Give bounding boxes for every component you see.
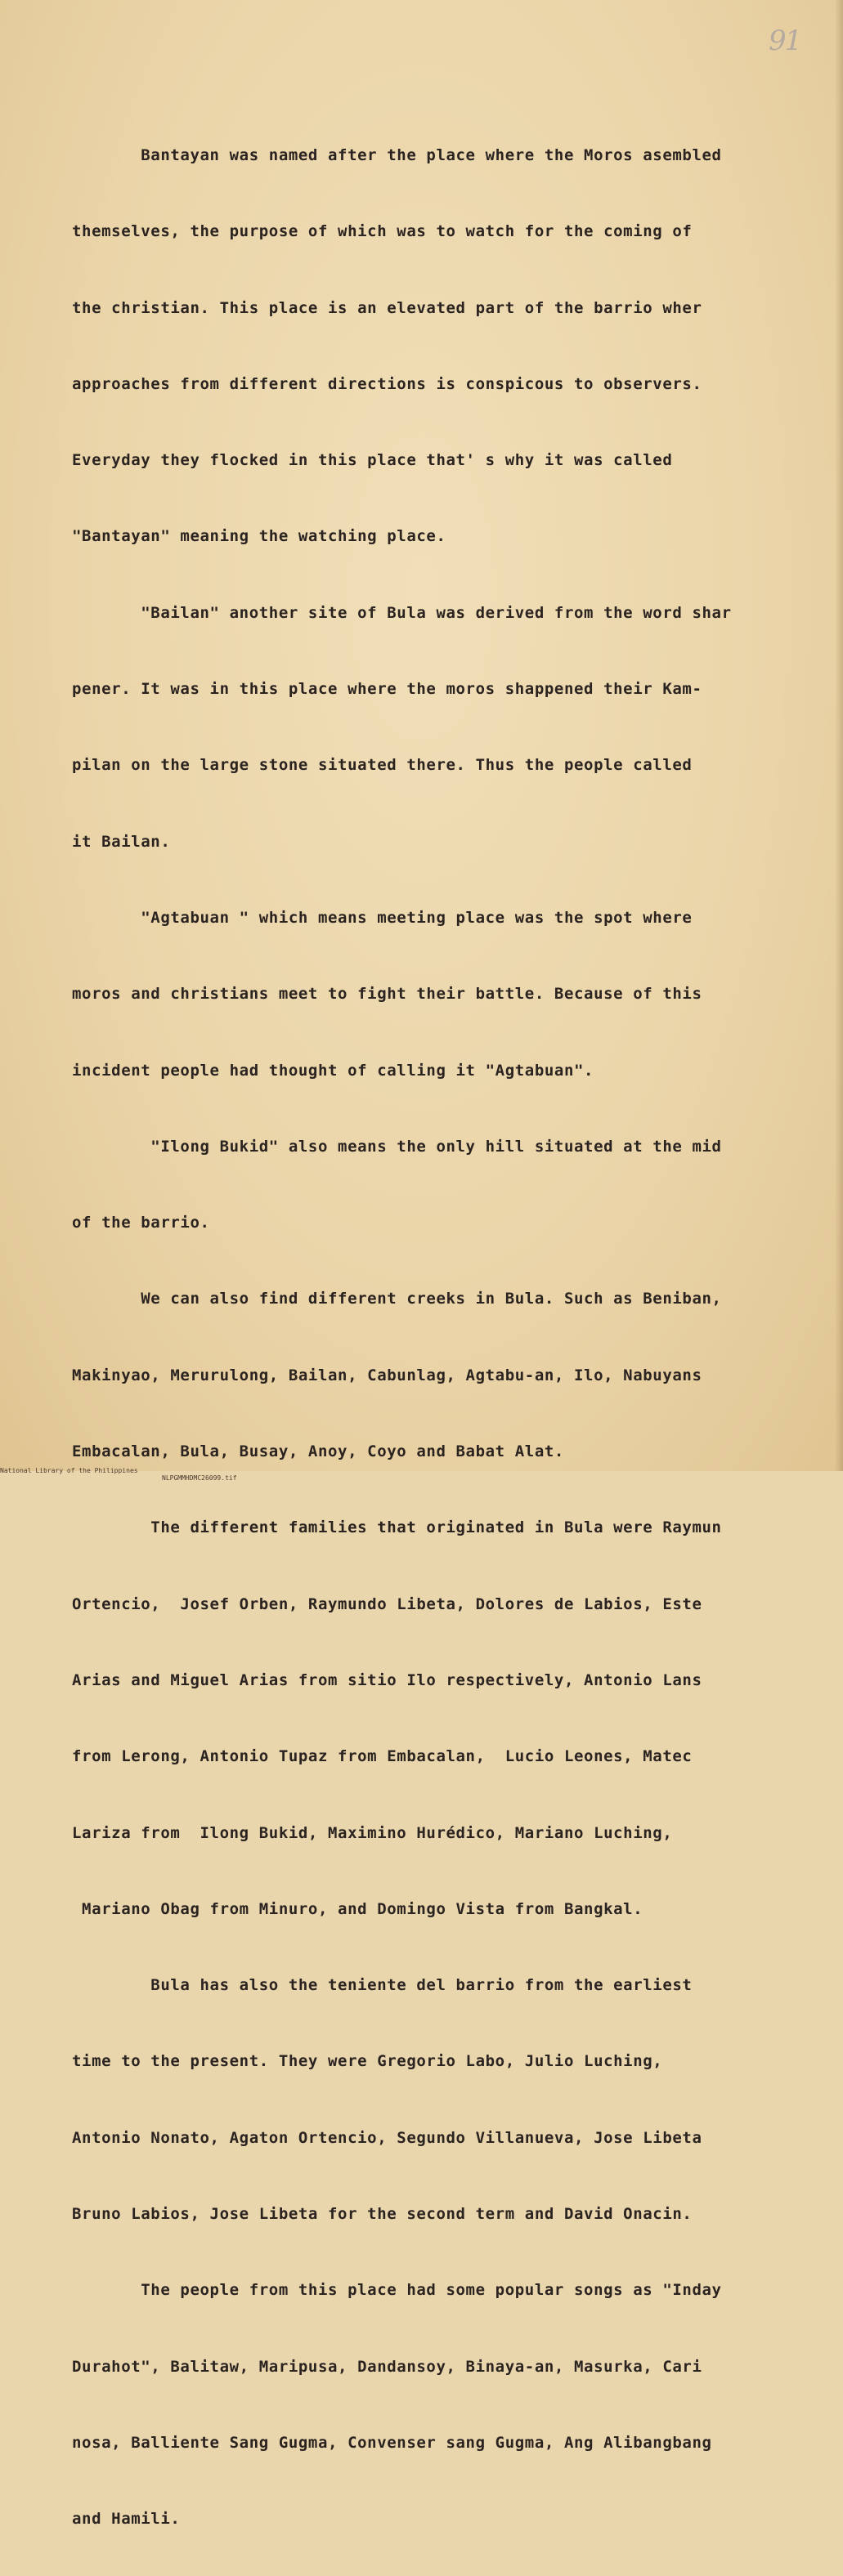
- text-line: time to the present. They were Gregorio Labo, Julio Luching,: [72, 2052, 663, 2071]
- text-line: "Agtabuan " which means meeting place was the spot where: [72, 908, 693, 927]
- text-line: Antonio Nonato, Agaton Ortencio, Segundo Villanueva, Jose Libeta: [72, 2128, 702, 2147]
- handwritten-page-number: 91: [769, 25, 801, 57]
- text-line: it Bailan.: [72, 832, 171, 851]
- text-line: pener. It was in this place where the moros shappened their Kam-: [72, 680, 702, 699]
- text-line: Bruno Labios, Jose Libeta for the second term and David Onacin.: [72, 2205, 693, 2224]
- text-line: Ortencio, Josef Orben, Raymundo Libeta, Dolores de Labios, Este: [72, 1594, 702, 1613]
- text-line: of the barrio.: [72, 1214, 210, 1232]
- text-line: "Bantayan" meaning the watching place.: [72, 527, 446, 546]
- text-line: Mariano Obag from Minuro, and Domingo Vista from Bangkal.: [72, 1899, 643, 1918]
- text-line: Arias and Miguel Arias from sitio Ilo respectively, Antonio Lans: [72, 1670, 702, 1689]
- text-line: Bantayan was named after the place where the Moros asembled: [72, 146, 722, 164]
- footer-filename: NLPGMMHDMC26099.tif: [162, 1474, 237, 1482]
- archive-footer: [0, 1460, 237, 1489]
- text-line: Lariza from Ilong Bukid, Maximino Hurédico, Mariano Luching,: [72, 1823, 673, 1842]
- text-line: themselves, the purpose of which was to watch for the coming of: [72, 222, 693, 241]
- text-line: nosa, Balliente Sang Gugma, Convenser sang Gugma, Ang Alibangbang: [72, 2433, 712, 2452]
- text-line: Bula has also the teniente del barrio from the earliest: [72, 1976, 693, 1995]
- text-line: Durahot", Balitaw, Maripusa, Dandansoy, Binaya-an, Masurka, Cari: [72, 2357, 702, 2376]
- text-line: and Hamili.: [72, 2510, 181, 2529]
- text-line: "Ilong Bukid" also means the only hill situated at the mid: [72, 1137, 722, 1156]
- typewritten-text-body: [72, 100, 841, 2576]
- text-line: Embacalan, Bula, Busay, Anoy, Coyo and Babat Alat.: [72, 1442, 564, 1461]
- text-line: approaches from different directions is conspicous to observers.: [72, 374, 702, 393]
- text-line: pilan on the large stone situated there. Thus the people called: [72, 756, 693, 775]
- text-line: The people from this place had some popular songs as "Inday: [72, 2281, 722, 2300]
- text-line: The different families that originated in Bula were Raymun: [72, 1518, 722, 1537]
- text-line: incident people had thought of calling it "Agtabuan".: [72, 1061, 594, 1080]
- text-line: from Lerong, Antonio Tupaz from Embacalan, Lucio Leones, Matec: [72, 1747, 693, 1766]
- text-line: Everyday they flocked in this place that' s why it was called: [72, 451, 673, 470]
- text-line: moros and christians meet to fight their battle. Because of this: [72, 985, 702, 1004]
- text-line: "Bailan" another site of Bula was derived from the word shar: [72, 603, 732, 622]
- footer-source: National Library of the Philippines: [0, 1467, 138, 1474]
- text-line: We can also find different creeks in Bula. Such as Beniban,: [72, 1290, 722, 1308]
- text-line: the christian. This place is an elevated part of the barrio wher: [72, 298, 702, 317]
- text-line: Makinyao, Merurulong, Bailan, Cabunlag, Agtabu-an, Ilo, Nabuyans: [72, 1366, 702, 1384]
